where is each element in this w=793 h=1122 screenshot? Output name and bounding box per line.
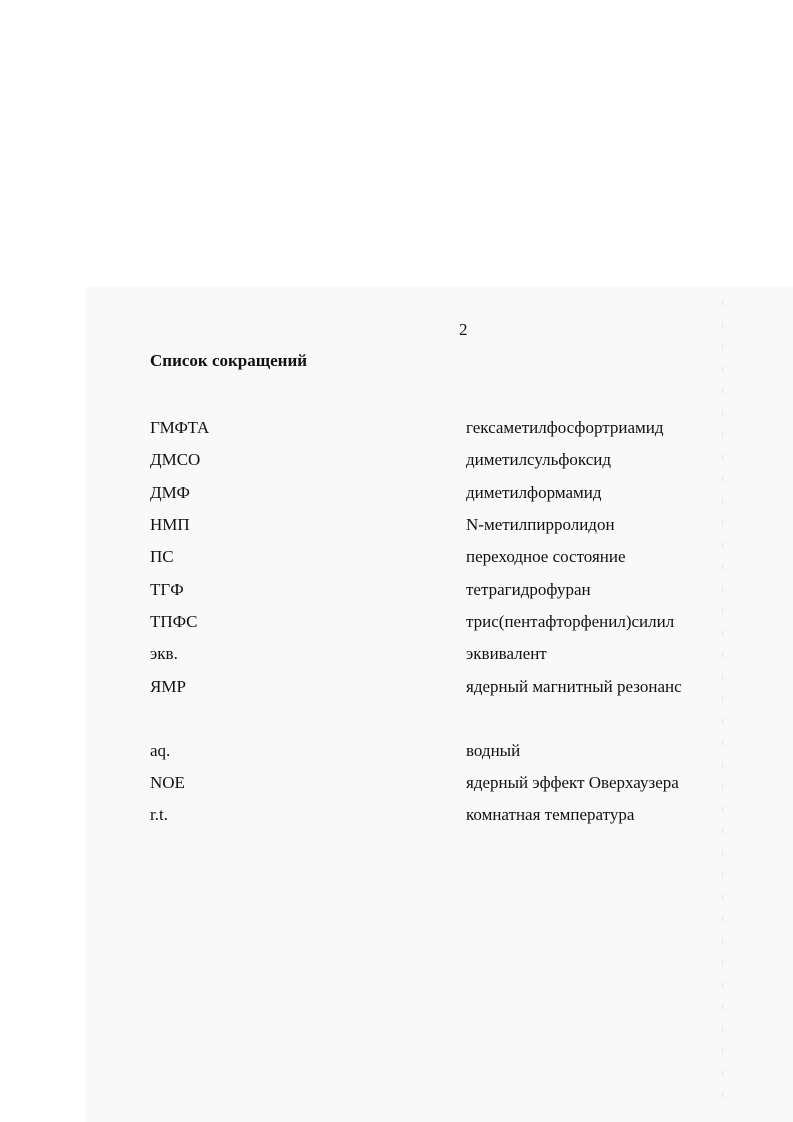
abbreviation-definition: гексаметилфосфортриамид: [466, 418, 664, 438]
abbreviation-term: aq.: [150, 740, 171, 760]
abbreviation-term: ГМФТА: [150, 418, 210, 438]
abbreviation-term: ДМСО: [150, 450, 201, 470]
abbreviation-row: [150, 412, 730, 444]
abbreviation-definition: комнатная температура: [466, 805, 635, 825]
abbreviation-row: [150, 573, 730, 605]
abbreviation-term: ЯМР: [150, 676, 186, 696]
abbreviation-list: [150, 412, 730, 832]
abbreviation-term: ДМФ: [150, 482, 190, 502]
abbreviation-definition: водный: [466, 740, 521, 760]
abbreviation-definition: переходное состояние: [466, 547, 626, 567]
abbreviation-definition: тетрагидрофуран: [466, 579, 591, 599]
abbreviation-row: [150, 638, 730, 670]
abbreviation-term: экв.: [150, 644, 178, 664]
abbreviation-term: ПС: [150, 547, 174, 567]
abbreviation-row: [150, 735, 730, 767]
abbreviation-row: [150, 767, 730, 799]
abbreviation-definition: диметилформамид: [466, 482, 602, 502]
page-title: Список сокращений: [150, 351, 308, 370]
abbreviation-term: r.t.: [150, 805, 168, 825]
abbreviation-row: [150, 444, 730, 476]
abbreviation-term: ТПФС: [150, 611, 198, 631]
abbreviation-term: НМП: [150, 515, 190, 535]
abbreviation-definition: N-метилпирролидон: [466, 515, 615, 535]
abbreviation-row: [150, 477, 730, 509]
abbreviation-definition: ядерный магнитный резонанс: [466, 676, 682, 696]
abbreviation-definition: ядерный эффект Оверхаузера: [466, 773, 679, 793]
abbreviation-term: NOE: [150, 773, 185, 793]
abbreviation-row: [150, 509, 730, 541]
abbreviation-definition: диметилсульфоксид: [466, 450, 612, 470]
abbreviation-row: [150, 606, 730, 638]
abbreviation-row: [150, 799, 730, 831]
abbreviation-definition: трис(пентафторфенил)силил: [466, 611, 675, 631]
abbreviation-row: [150, 541, 730, 573]
abbreviation-definition: эквивалент: [466, 644, 547, 664]
page-number: 2: [459, 320, 468, 339]
abbreviation-row: [150, 670, 730, 702]
abbreviation-term: ТГФ: [150, 579, 184, 599]
